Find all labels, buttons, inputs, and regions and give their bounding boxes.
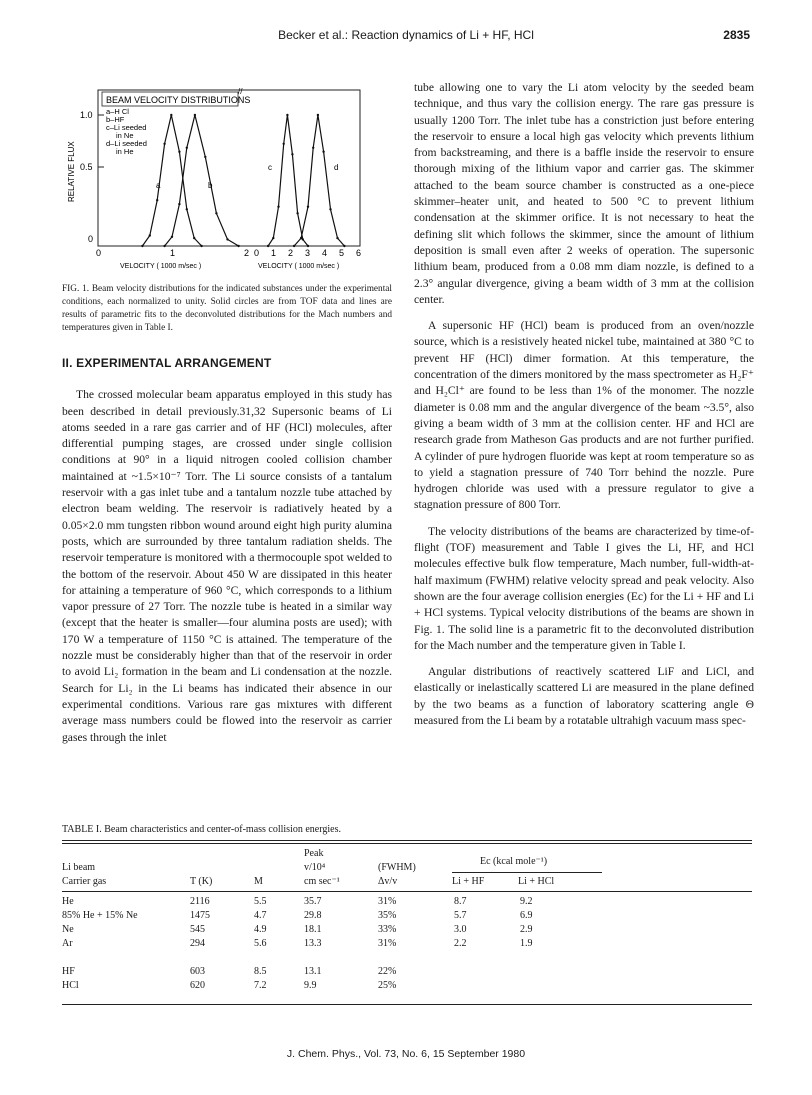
page-footer: J. Chem. Phys., Vol. 73, No. 6, 15 September 1980 — [286, 1048, 526, 1060]
y-tick-label: 1.0 — [80, 110, 93, 120]
table-cell: 8.5 — [254, 966, 267, 977]
x-tick-label: 3 — [305, 248, 311, 258]
running-head: Becker et al.: Reaction dynamics of Li + HF, HCl — [278, 28, 534, 42]
table-cell: 25% — [378, 980, 397, 991]
data-point — [336, 237, 338, 239]
table-cell: He — [62, 896, 74, 907]
table-cell: 3.0 — [454, 924, 467, 935]
table-rule — [452, 872, 602, 873]
table-cell: 2.2 — [454, 938, 467, 949]
table-cell: 4.9 — [254, 924, 267, 935]
data-point — [237, 245, 239, 247]
table-cell: HF — [62, 966, 75, 977]
header-cell: Δv/v — [378, 876, 398, 887]
x-tick-label: 1 — [170, 248, 176, 258]
data-point — [322, 151, 324, 153]
header-cell: Li beam — [62, 862, 96, 873]
curve-label: a — [156, 181, 161, 190]
table-cell: 545 — [190, 924, 205, 935]
table-rule — [62, 891, 752, 892]
data-point — [272, 237, 274, 239]
page-number: 2835 — [723, 28, 750, 42]
data-point — [300, 237, 302, 239]
table-cell: 5.5 — [254, 896, 267, 907]
figure-caption — [62, 283, 392, 335]
data-point — [215, 212, 217, 214]
table-cell: 2.9 — [520, 924, 533, 935]
header-cell: v/10⁴ — [304, 862, 326, 873]
data-point — [163, 245, 165, 247]
table-cell: 1.9 — [520, 938, 533, 949]
table-cell: 31% — [378, 896, 397, 907]
table-cell: 31% — [378, 938, 397, 949]
table-cell: 6.9 — [520, 910, 533, 921]
table-rule — [62, 840, 752, 841]
velocity-distribution-chart — [62, 82, 374, 274]
data-point — [149, 234, 151, 236]
x-tick-label: 0 — [254, 248, 260, 258]
data-point — [296, 212, 298, 214]
body-paragraph: tube allowing one to vary the Li atom velocity by the seeded beam technique, and thus vary the collision energy. The rare gas pressure is usually 1200 Torr. The inlet tube has a constriction just before entering the reservoir to ensure a local high gas velocity which prevents lithium from backstreaming, and there is a baffle inside the reservoir to ensure thorough mixing of the lithium vapor and carrier gas. The skimmer attached to the beam source chamber is constructed as a one-piece skimmer–heater unit, and heated to 500 °C to prevent lithium condensation at the skimmer orifice. It is not necessary to heat the defining slit which follows the skimmer, since the amount of lithium deposition is small even after 2 weeks of operation. The supersonic lithium beam, produced from a 0.08 mm diam nozzle, is defined to a 2.3° angular divergence, giving a beam width of 3 mm at the collision center. — [414, 81, 754, 306]
plot-frame — [98, 90, 360, 246]
legend-line: in He — [116, 147, 134, 156]
data-point — [200, 245, 202, 247]
data-point — [283, 143, 285, 145]
data-point — [178, 151, 180, 153]
x-tick-label: 0 — [96, 248, 102, 258]
axis-break-mark: // — [238, 87, 243, 96]
legend-title: BEAM VELOCITY DISTRIBUTIONS — [106, 95, 251, 105]
table-cell: 18.1 — [304, 924, 322, 935]
figure-1 — [62, 82, 374, 274]
right-column — [414, 80, 754, 729]
data-point — [226, 238, 228, 240]
curve-label: b — [208, 181, 213, 190]
table-cell: 5.7 — [454, 910, 467, 921]
x-tick-label: 2 — [244, 248, 250, 258]
data-point — [141, 245, 143, 247]
table-cell: 33% — [378, 924, 397, 935]
series-line — [268, 115, 308, 246]
table-cell: 1475 — [190, 910, 210, 921]
data-point — [317, 114, 319, 116]
data-point — [171, 236, 173, 238]
x-tick-label: 5 — [339, 248, 345, 258]
data-point — [329, 208, 331, 210]
table-cell: 35% — [378, 910, 397, 921]
data-point — [307, 206, 309, 208]
header-cell: (FWHM) — [378, 862, 416, 873]
table-cell: 22% — [378, 966, 397, 977]
curve-label: c — [268, 163, 272, 172]
table-cell: 5.6 — [254, 938, 267, 949]
curves-group — [141, 114, 345, 247]
y-tick-label: 0 — [88, 234, 94, 244]
legend-line: b–HF — [106, 115, 125, 124]
header-cell: T (K) — [190, 876, 213, 887]
table-cell: 294 — [190, 938, 205, 949]
data-point — [186, 208, 188, 210]
table-cell: 13.3 — [304, 938, 322, 949]
table-title: TABLE I. Beam characteristics and center-of-mass collision energies. — [62, 824, 341, 835]
data-point — [286, 114, 288, 116]
data-point — [163, 143, 165, 145]
x-tick-label: 4 — [322, 248, 328, 258]
table-cell: 4.7 — [254, 910, 267, 921]
y-axis-label: RELATIVE FLUX — [67, 141, 76, 202]
x-tick-label: 1 — [271, 248, 277, 258]
body-paragraph: The velocity distributions of the beams are characterized by time-of-flight (TOF) measurement and Table I gives the Li, HF, and HCl molecules effective bulk flow temperature, Mach number, full-width-at-half maximum (FWHM) relative velocity spread and peak velocity. Also shown are the four average collision energies (Ec) for the Li + HF and Li + HCl systems. Typical velocity distributions of the beams are shown in Fig. 1. The solid line is a parametric fit to the deconvoluted distribution for the Mach number and the temperature given in Table I. — [414, 524, 754, 652]
table-cell: 35.7 — [304, 896, 322, 907]
data-point — [293, 245, 295, 247]
x-axis-label-right: VELOCITY ( 1000 m/sec ) — [258, 263, 340, 270]
legend-line: c–Li seeded — [106, 123, 147, 132]
body-paragraph: A supersonic HF (HCl) beam is produced from an oven/nozzle source, which is a resistively heated nickel tube, maintained at 380 °C to prevent HF (HCl) dimer formation. At this temperature, the concentration of the dimers monitored by the mass spectrometer as H₂F⁺ and H₂Cl⁺ are found to be less than 1% of the monomer. The nozzle diameter is 0.08 mm and the angular divergence of the beam ~3.5°, also giving a beam width of 3 mm at the collision center. HF and HCl are research grade from Matheson Gas products and are not further purified. A cylinder of pure hydrogen fluoride was kept at room temperature so as to yield a stagnation pressure of 740 Torr behind the nozzle. Pure hydrogen chloride was used with a pressure regulator to give a stagnation pressure of 800 Torr. — [414, 319, 754, 512]
table-cell: 620 — [190, 980, 205, 991]
caption-text: FIG. 1. Beam velocity distributions for the indicated substances under the experimental conditions, each normalized to unity. Solid circles are from TOF data and lines are results of parametric fits to the deconvoluted distributions for the Mach numbers and temperatures given in Table I. — [62, 284, 392, 333]
data-point — [178, 203, 180, 205]
header-cell: Carrier gas — [62, 876, 107, 887]
table-cell: 9.2 — [520, 896, 533, 907]
data-point — [193, 237, 195, 239]
table-cell: 8.7 — [454, 896, 467, 907]
header-cell: Li + HCl — [518, 876, 555, 887]
data-point — [277, 206, 279, 208]
series-line — [142, 115, 201, 246]
data-point — [186, 147, 188, 149]
header-cell: M — [254, 876, 263, 887]
header-cell: Ec (kcal mole⁻¹) — [480, 856, 548, 867]
data-point — [194, 114, 196, 116]
table-cell: 603 — [190, 966, 205, 977]
left-column — [62, 355, 392, 746]
data-point — [307, 245, 309, 247]
data-point — [170, 114, 172, 116]
page-header — [0, 28, 812, 48]
data-point — [343, 245, 345, 247]
body-paragraph: The crossed molecular beam apparatus employed in this study has been described in detail previously.31,32 Supersonic beams of Li atoms seeded in a rare gas carrier and of HF (HCl) molecules, after differential pumping stages, are crossed under single collision conditions at 90° in a liquid nitrogen cooled collision chamber maintained at ~1.5×10⁻⁷ Torr. The Li source consists of a tantalum reservoir with a gas inlet tube and a tantalum nozzle tube attached by electron beam welding. The reservoir is radiatively heated by a 0.05×2.0 mm tungsten ribbon wound around eight high purity alumina posts, which are surrounded by three tantalum radiation shelds. The reservoir temperature is monitored with a thermocouple spot welded to the bottom of the reservoir. About 450 W are dissipated in this heater for attaining a temperature of 960 °C, which corresponds to a lithium vapor pressure of 27 Torr. The nozzle tube is heated in a similar way (except that the heater is smaller—four alumina posts are used); with 170 W a temperature of 1150 °C is attained. The temperature of the nozzle must be considerably higher than that of the reservoir in order to avoid Li₂ formation in the beam and Li condensation at the nozzle. Search for Li₂ in the Li beams has indicated their absence in our experimental conditions. Various rare gas mixtures with different average mass numbers could be flowed into the reservoir as carrier gases through the inlet — [62, 388, 392, 744]
table-cell: 13.1 — [304, 966, 322, 977]
legend-line: in Ne — [116, 131, 134, 140]
data-point — [291, 153, 293, 155]
section-heading: II. EXPERIMENTAL ARRANGEMENT — [62, 356, 272, 370]
data-point — [204, 156, 206, 158]
table-rule — [62, 1004, 752, 1005]
x-tick-label: 2 — [288, 248, 294, 258]
legend-line: d–Li seeded — [106, 139, 147, 148]
table-cell: Ar — [62, 938, 73, 949]
data-point — [267, 245, 269, 247]
series-line — [294, 115, 344, 246]
curve-label: d — [334, 163, 339, 172]
header-cell: Li + HF — [452, 876, 485, 887]
header-cell: cm sec⁻¹ — [304, 876, 340, 887]
table-rule — [62, 843, 752, 844]
x-axis-label-left: VELOCITY ( 1000 m/sec ) — [120, 263, 202, 270]
table-cell: 9.9 — [304, 980, 317, 991]
table-cell: 29.8 — [304, 910, 322, 921]
data-point — [156, 199, 158, 201]
table-cell: HCl — [62, 980, 79, 991]
body-paragraph: Angular distributions of reactively scattered LiF and LiCl, and elastically or inelastically scattered Li are measured in the plane defined by the two beams as a function of laboratory scattering angle Θ measured from the Li beam by a rotatable ultrahigh vacuum mass spec- — [414, 665, 754, 727]
table-cell: Ne — [62, 924, 74, 935]
table-cell: 85% He + 15% Ne — [62, 910, 138, 921]
legend-line: a–H Cl — [106, 107, 129, 116]
table-cell: 7.2 — [254, 980, 267, 991]
y-tick-label: 0.5 — [80, 162, 93, 172]
header-cell: Peak — [304, 848, 324, 859]
x-tick-label: 6 — [356, 248, 362, 258]
data-point — [312, 147, 314, 149]
table-cell: 2116 — [190, 896, 210, 907]
